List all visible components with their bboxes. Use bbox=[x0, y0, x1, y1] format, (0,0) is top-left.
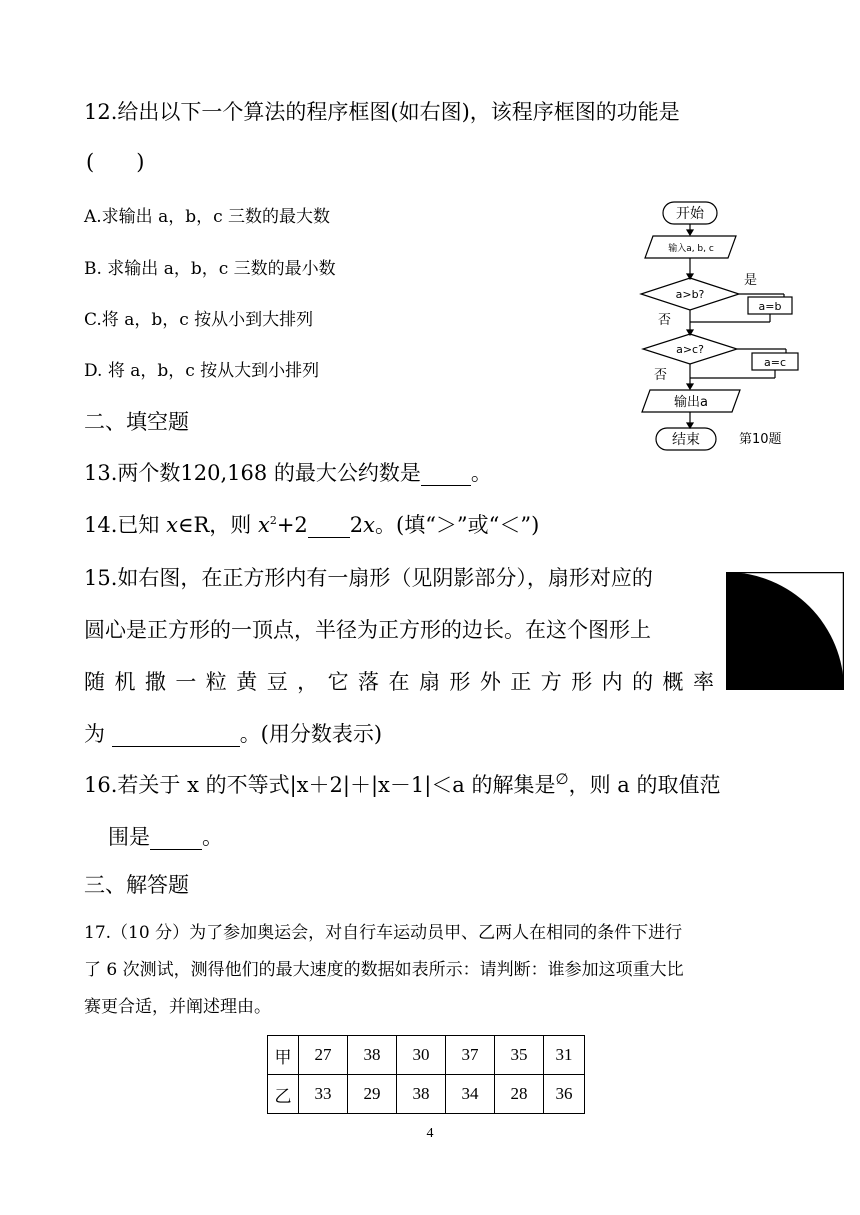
q16-after: 。 bbox=[202, 825, 223, 849]
q15-line-4 bbox=[84, 718, 382, 748]
q13-blank bbox=[421, 461, 471, 486]
q14-expr: 2 bbox=[349, 513, 364, 537]
q16-line-1 bbox=[84, 769, 720, 799]
q14 bbox=[84, 509, 539, 539]
table-cell: 28 bbox=[495, 1075, 544, 1114]
q12-option-c: C.将 a，b，c 按从小到大排列 bbox=[84, 310, 314, 330]
section-2-heading: 二、填空题 bbox=[84, 410, 189, 434]
flowchart-yes-label: 是 bbox=[744, 273, 758, 288]
q16-line-2 bbox=[108, 821, 223, 851]
flowchart-output-label: 输出a bbox=[674, 395, 708, 410]
emptyset-symbol: ∅ bbox=[555, 770, 569, 788]
q15-line-3: 随机撒一粒黄豆，它落在扇形外正方形内的概率 bbox=[84, 670, 714, 694]
q14-prefix: 14.已知 bbox=[84, 513, 167, 537]
q15-suffix: 。(用分数表示) bbox=[239, 722, 383, 746]
q16-text: 16.若关于 x 的不等式|x＋2|＋|x－1|＜a 的解集是 bbox=[84, 773, 556, 797]
table-cell: 30 bbox=[397, 1036, 446, 1075]
flowchart-end-label: 结束 bbox=[672, 432, 700, 448]
q14-suffix: 。(填“＞”或“＜”) bbox=[375, 513, 540, 537]
section-3-heading: 三、解答题 bbox=[84, 873, 189, 897]
flowchart-cond2-label: a>c? bbox=[676, 343, 704, 356]
flowchart-input-label: 输入a, b, c bbox=[668, 244, 714, 254]
q17-line-2: 了 6 次测试，测得他们的最大速度的数据如表所示：请判断：谁参加这项重大比 bbox=[84, 960, 684, 980]
table-cell: 33 bbox=[299, 1075, 348, 1114]
table-cell: 37 bbox=[446, 1036, 495, 1075]
flowchart-start-label: 开始 bbox=[676, 206, 704, 222]
q15-blank bbox=[112, 722, 240, 747]
q15-line-1: 15.如右图，在正方形内有一扇形（见阴影部分），扇形对应的 bbox=[84, 566, 653, 590]
q14-blank bbox=[308, 513, 350, 538]
row-header: 乙 bbox=[268, 1075, 299, 1114]
q14-var-x: x bbox=[363, 513, 375, 537]
table-cell: 34 bbox=[446, 1075, 495, 1114]
q13 bbox=[84, 457, 492, 487]
flowchart-assign1-label: a=b bbox=[758, 300, 782, 313]
table-row bbox=[268, 1075, 585, 1114]
speed-data-table bbox=[267, 1035, 585, 1114]
q14-plus: +2 bbox=[276, 513, 308, 537]
table-cell: 31 bbox=[544, 1036, 585, 1075]
q14-var-x: x bbox=[166, 513, 178, 537]
q14-exponent: 2 bbox=[269, 514, 277, 527]
q13-after: 。 bbox=[470, 461, 492, 485]
table-cell: 27 bbox=[299, 1036, 348, 1075]
flowchart-no1-label: 否 bbox=[658, 313, 672, 328]
q16-text-end: ，则 a 的取值范 bbox=[568, 773, 721, 797]
row-header: 甲 bbox=[268, 1036, 299, 1075]
q12-stem: 12.给出以下一个算法的程序框图(如右图)，该程序框图的功能是 bbox=[84, 100, 680, 124]
q14-mid: ∈R，则 bbox=[177, 513, 258, 537]
q13-text: 13.两个数120,168 的最大公约数是 bbox=[84, 461, 421, 485]
q16-text-2: 围是 bbox=[108, 825, 150, 849]
flowchart-assign2-label: a=c bbox=[763, 356, 787, 369]
flowchart-no2-label: 否 bbox=[654, 368, 668, 383]
square-sector-figure bbox=[726, 572, 844, 690]
flowchart-caption: 第10题 bbox=[739, 432, 782, 447]
table-cell: 36 bbox=[544, 1075, 585, 1114]
q12-option-d: D. 将 a，b，c 按从大到小排列 bbox=[84, 361, 320, 381]
q15-line-2: 圆心是正方形的一顶点，半径为正方形的边长。在这个图形上 bbox=[84, 618, 651, 642]
flowchart-figure bbox=[636, 198, 806, 460]
q17-line-1: 17.（10 分）为了参加奥运会，对自行车运动员甲、乙两人在相同的条件下进行 bbox=[84, 923, 683, 943]
table-row bbox=[268, 1036, 585, 1075]
q16-blank bbox=[150, 825, 202, 850]
q14-var-x: x bbox=[257, 513, 270, 537]
q15-prefix: 为 bbox=[84, 722, 112, 746]
flowchart-cond1-label: a>b? bbox=[675, 288, 705, 301]
q12-answer-paren: ( ) bbox=[86, 150, 145, 174]
table-cell: 38 bbox=[348, 1036, 397, 1075]
q12-option-b: B. 求输出 a，b，c 三数的最小数 bbox=[84, 259, 336, 279]
q12-option-a: A.求输出 a，b，c 三数的最大数 bbox=[84, 207, 331, 227]
page-number: 4 bbox=[426, 1126, 434, 1141]
table-cell: 35 bbox=[495, 1036, 544, 1075]
table-cell: 38 bbox=[397, 1075, 446, 1114]
table-cell: 29 bbox=[348, 1075, 397, 1114]
q17-line-3: 赛更合适，并阐述理由。 bbox=[84, 997, 271, 1017]
